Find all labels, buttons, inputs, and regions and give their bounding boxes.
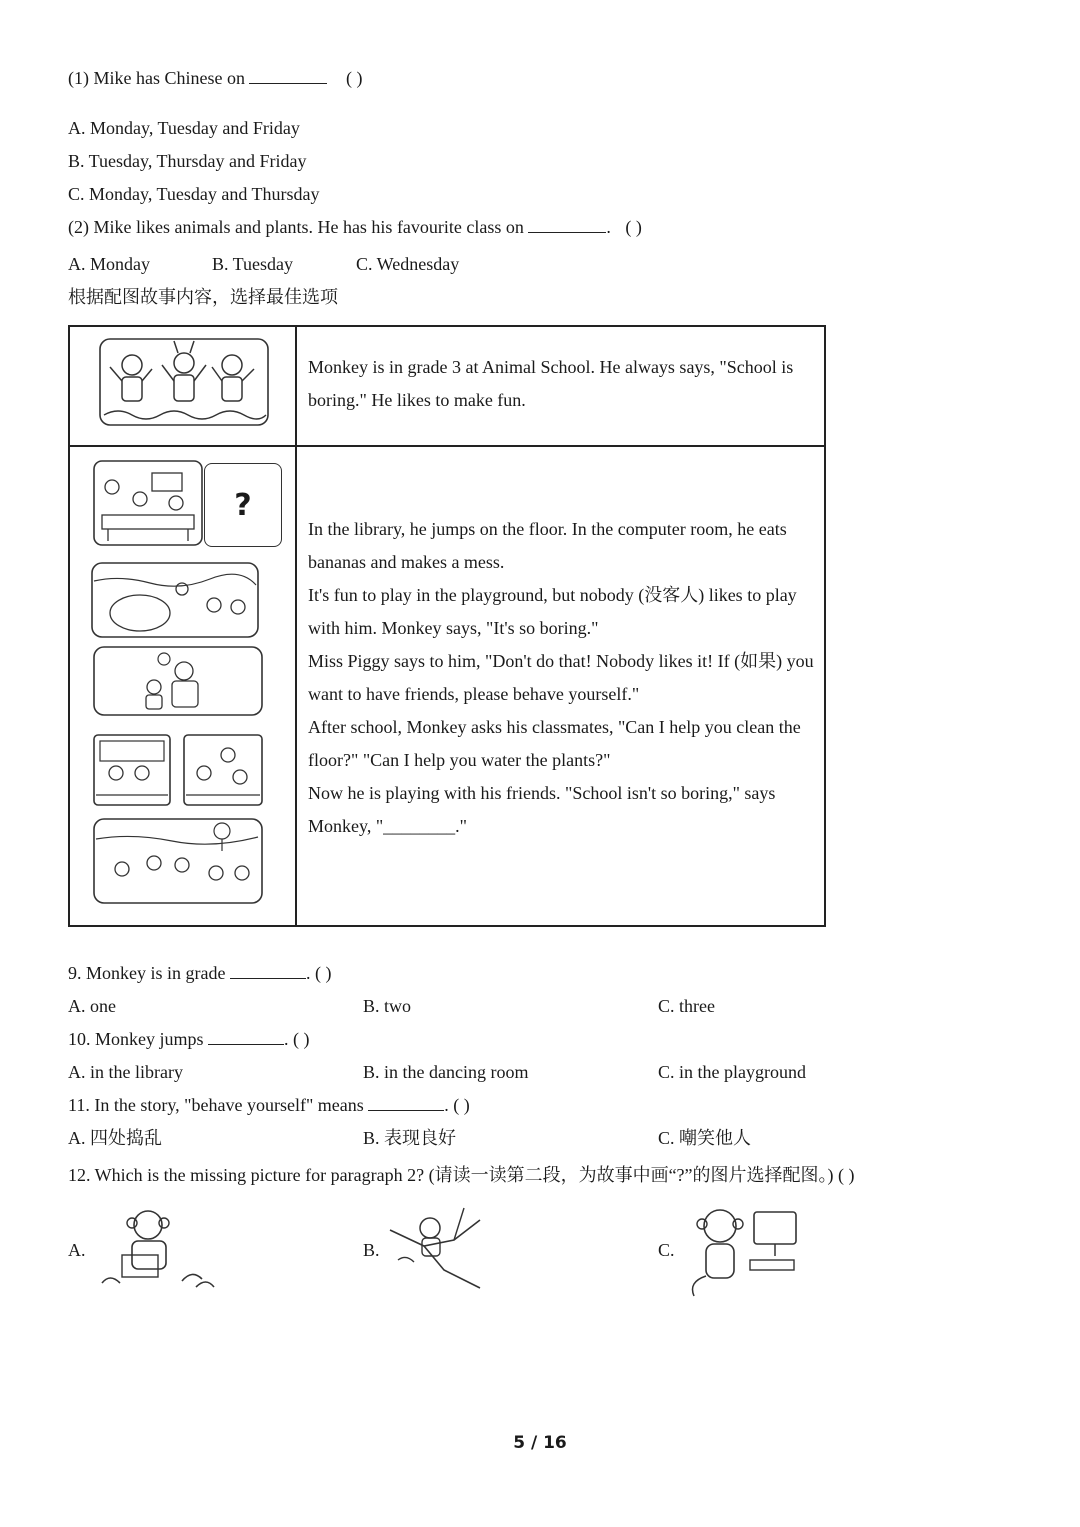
page-number: 5 / 16 <box>513 1433 567 1453</box>
question-10-text: 10. Monkey jumps <box>68 1029 204 1049</box>
q12-option-c: C. <box>658 1240 675 1260</box>
question-1-text: (1) Mike has Chinese on <box>68 68 245 88</box>
instruction-heading: 根据配图故事内容，选择最佳选项 <box>68 287 338 307</box>
question-10-end: . ( ) <box>284 1029 310 1049</box>
story-paragraph: In the library, he jumps on the floor. In the computer room, he eats bananas and makes a mess. <box>308 519 787 572</box>
question-2 <box>68 216 642 238</box>
q1-option-c: C. Monday, Tuesday and Thursday <box>68 184 320 204</box>
friends-playing-picture <box>92 817 264 905</box>
question-11-end: . ( ) <box>444 1095 470 1115</box>
story-paragraph: Miss Piggy says to him, "Don't do that! Nobody likes it! If (如果) you want to have friends, please behave yourself." <box>308 651 814 704</box>
q9-option-b: B. two <box>363 996 412 1016</box>
answer-blank <box>528 216 606 233</box>
column-divider <box>295 327 297 445</box>
cleaning-picture <box>92 733 172 807</box>
column-divider <box>295 447 297 925</box>
watering-picture <box>182 733 264 807</box>
story-table <box>68 325 826 927</box>
q11-option-b: B. 表现良好 <box>363 1128 457 1148</box>
q12-option-b: B. <box>363 1240 380 1260</box>
question-9 <box>68 962 331 984</box>
story-paragraph: Now he is playing with his friends. "School isn't so boring," says Monkey, "________." <box>308 783 776 836</box>
story-row-2 <box>70 447 824 925</box>
q1-option-a: A. Monday, Tuesday and Friday <box>68 118 300 138</box>
teacher-picture <box>92 645 264 717</box>
q10-option-a: A. in the library <box>68 1062 183 1082</box>
q2-option-a: A. Monday <box>68 254 150 274</box>
question-1 <box>68 67 362 89</box>
answer-blank <box>208 1028 284 1045</box>
story-paragraph: It's fun to play in the playground, but nobody (没客人) likes to play with him. Monkey says, "It's so boring." <box>308 585 797 638</box>
story-row-2-text <box>308 513 818 843</box>
monkey-computer-picture <box>680 1200 802 1300</box>
answer-blank <box>368 1094 444 1111</box>
story-row-1-text: Monkey is in grade 3 at Animal School. He always says, "School is boring." He likes to make fun. <box>308 357 794 410</box>
q11-option-a: A. 四处捣乱 <box>68 1128 162 1148</box>
question-2-end: . <box>606 217 611 237</box>
answer-blank <box>249 67 327 84</box>
story-row-1 <box>70 327 824 447</box>
question-9-text: 9. Monkey is in grade <box>68 963 226 983</box>
missing-picture-box: ? <box>204 463 282 547</box>
answer-paren: ( ) <box>625 217 642 237</box>
question-12: 12. Which is the missing picture for paragraph 2? (请读一读第二段，为故事中画“?”的图片选择配图。) ( ) <box>68 1165 855 1185</box>
q12-option-a: A. <box>68 1240 86 1260</box>
classroom-picture <box>92 459 204 547</box>
q2-option-c: C. Wednesday <box>356 254 460 274</box>
q2-option-b: B. Tuesday <box>212 254 294 274</box>
question-2-text: (2) Mike likes animals and plants. He has his favourite class on <box>68 217 524 237</box>
q11-option-c: C. 嘲笑他人 <box>658 1128 752 1148</box>
answer-paren: ( ) <box>345 68 363 88</box>
question-11-text: 11. In the story, "behave yourself" means <box>68 1095 364 1115</box>
playground-picture <box>90 561 260 639</box>
q9-option-a: A. one <box>68 996 116 1016</box>
q10-option-b: B. in the dancing room <box>363 1062 529 1082</box>
monkey-friends-picture <box>98 337 270 427</box>
q10-option-c: C. in the playground <box>658 1062 806 1082</box>
story-paragraph: After school, Monkey asks his classmates, "Can I help you clean the floor?" "Can I help you water the plants?" <box>308 717 801 770</box>
question-9-end: . ( ) <box>305 963 332 983</box>
answer-blank <box>230 962 306 979</box>
q1-option-b: B. Tuesday, Thursday and Friday <box>68 151 307 171</box>
question-11 <box>68 1094 470 1116</box>
q9-option-c: C. three <box>658 996 715 1016</box>
monkey-tree-picture <box>384 1200 488 1296</box>
question-10 <box>68 1028 310 1050</box>
monkey-mess-picture <box>96 1203 218 1295</box>
